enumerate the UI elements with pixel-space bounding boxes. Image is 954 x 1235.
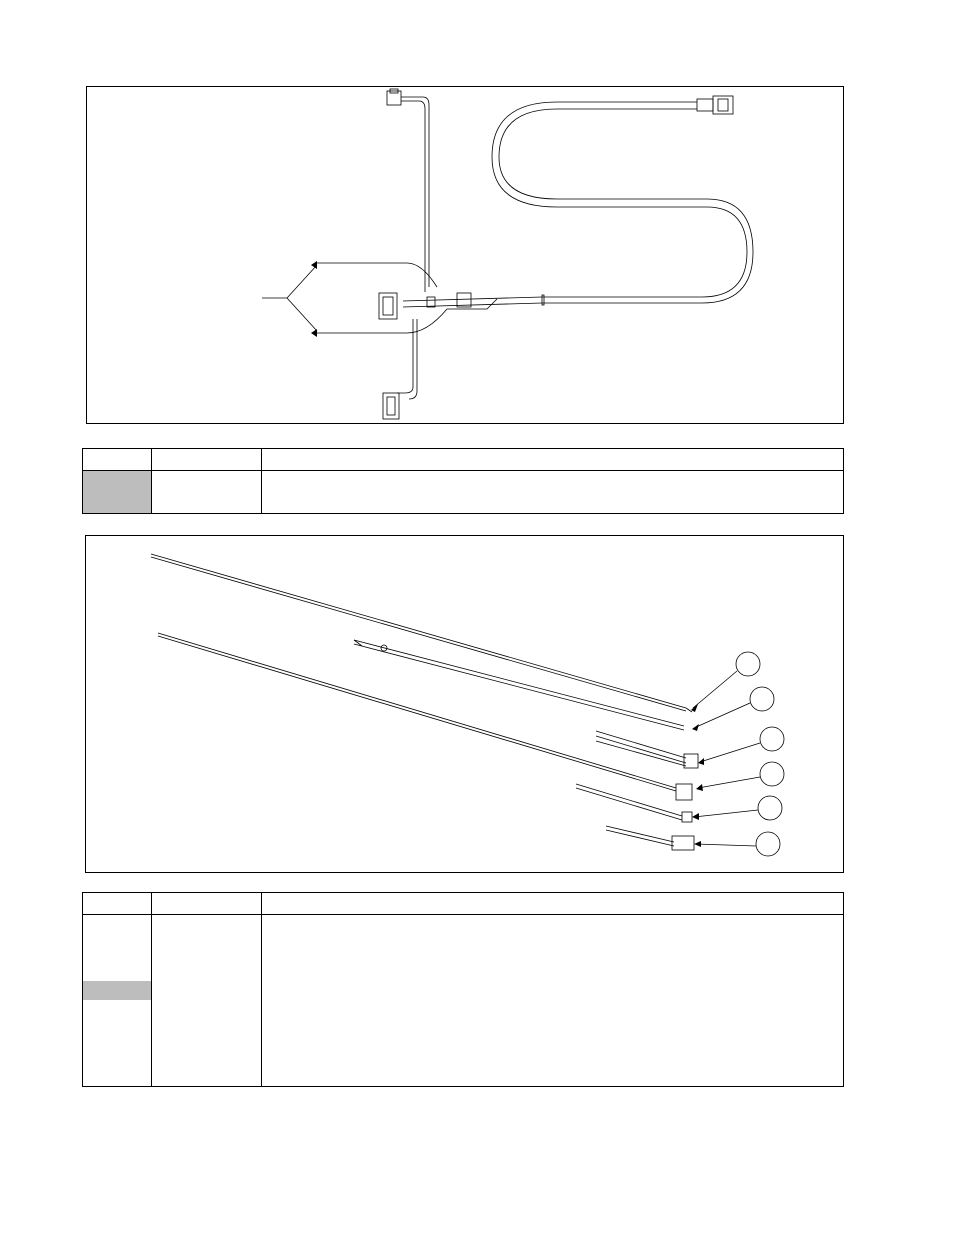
header-cell bbox=[152, 449, 262, 471]
item-cell bbox=[83, 471, 152, 514]
harness-diagram bbox=[86, 86, 844, 424]
highlighted-item bbox=[83, 981, 151, 1000]
callout-circle bbox=[760, 762, 784, 786]
item-cell bbox=[83, 915, 152, 1087]
description-cell bbox=[262, 915, 844, 1087]
header-cell bbox=[262, 449, 844, 471]
callout-circle bbox=[760, 727, 784, 751]
loop-cable bbox=[492, 102, 747, 297]
parts-table-2 bbox=[82, 892, 844, 1087]
cable-assembly-diagram bbox=[85, 535, 844, 873]
description-cell bbox=[262, 471, 844, 514]
header-cell bbox=[152, 893, 262, 915]
header-cell bbox=[83, 449, 152, 471]
callout-circle bbox=[750, 687, 774, 711]
callout-circle bbox=[756, 832, 780, 856]
callout-circle bbox=[758, 796, 782, 820]
parts-table-1 bbox=[82, 448, 844, 514]
header-cell bbox=[83, 893, 152, 915]
part-number-cell bbox=[152, 471, 262, 514]
callout-circle bbox=[736, 652, 760, 676]
header-cell bbox=[262, 893, 844, 915]
table-header-row bbox=[83, 449, 844, 471]
table-header-row bbox=[83, 893, 844, 915]
table-row bbox=[83, 471, 844, 514]
cable-drawing bbox=[86, 536, 843, 872]
cable-3 bbox=[354, 640, 684, 726]
table-row bbox=[83, 915, 844, 1087]
harness-drawing bbox=[87, 87, 843, 423]
cable-1 bbox=[151, 554, 686, 708]
part-number-cell bbox=[152, 915, 262, 1087]
